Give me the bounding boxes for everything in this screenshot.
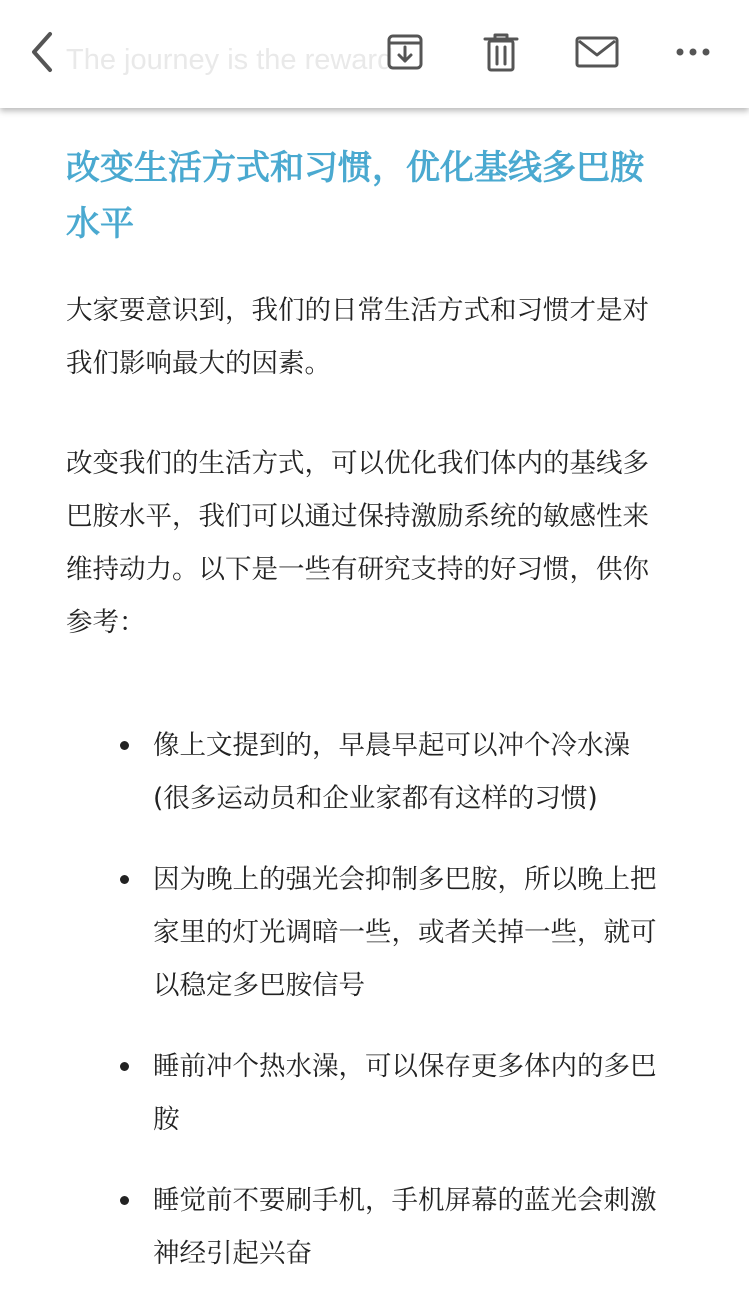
more-options-button[interactable] (663, 22, 723, 82)
more-horizontal-icon (675, 47, 711, 57)
list-item (66, 1174, 666, 1280)
envelope-icon (575, 35, 619, 69)
list-item-text: 睡前冲个热水澡，可以保存更多体内的多巴胺 (153, 1051, 657, 1135)
back-button[interactable] (14, 22, 74, 82)
list-item (66, 1040, 666, 1146)
article-heading: 改变生活方式和习惯，优化基线多巴胺水平 (66, 148, 644, 244)
list-item (66, 853, 666, 1012)
article-paragraph: 大家要意识到，我们的日常生活方式和习惯才是对我们影响最大的因素。 (66, 295, 649, 379)
trash-icon (483, 31, 519, 73)
article-content (66, 140, 666, 1308)
top-toolbar (0, 0, 749, 108)
chevron-left-icon (24, 30, 64, 74)
bullet-dot (120, 875, 129, 884)
bullet-dot (120, 1196, 129, 1205)
mail-button[interactable] (567, 22, 627, 82)
bullet-dot (120, 1062, 129, 1071)
archive-box-arrow-icon (385, 32, 425, 72)
archive-button[interactable] (375, 22, 435, 82)
list-item-text: 像上文提到的，早晨早起可以冲个冷水澡 (很多运动员和企业家都有这样的习惯) (153, 730, 630, 814)
list-item-text: 睡觉前不要刷手机，手机屏幕的蓝光会刺激神经引起兴奋 (153, 1185, 657, 1269)
faded-title: The journey is the reward (66, 44, 394, 76)
list-item (66, 719, 666, 825)
delete-button[interactable] (471, 22, 531, 82)
list-item-text: 因为晚上的强光会抑制多巴胺，所以晚上把家里的灯光调暗一些，或者关掉一些，就可以稳定多巴胺信号 (153, 864, 657, 1001)
article-paragraph: 改变我们的生活方式，可以优化我们体内的基线多巴胺水平，我们可以通过保持激励系统的敏感性来维持动力。以下是一些有研究支持的好习惯，供你参考： (66, 448, 649, 638)
habits-list (66, 719, 666, 1280)
bullet-dot (120, 741, 129, 750)
